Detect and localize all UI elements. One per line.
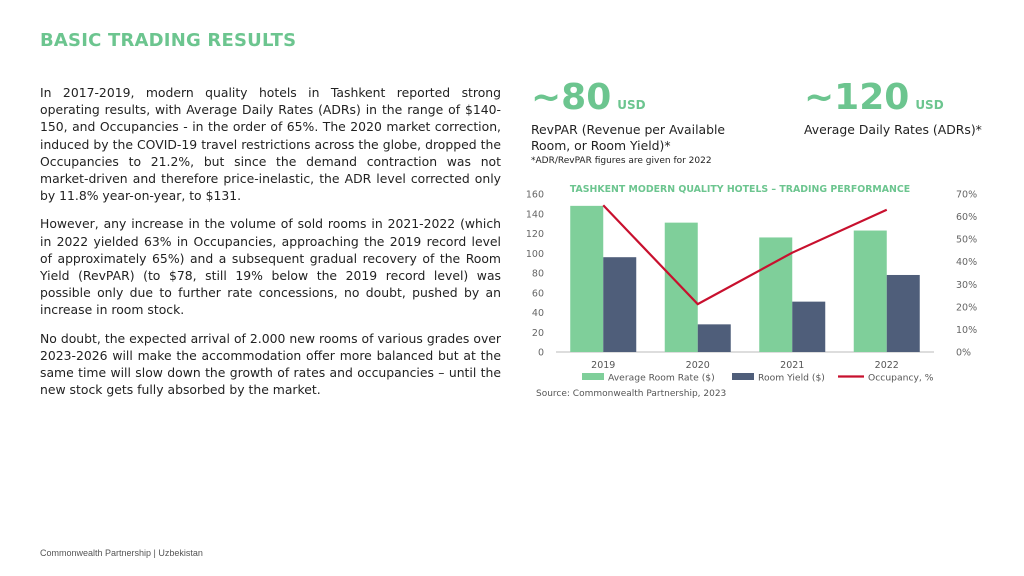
legend-swatch-average-room-rate [582, 373, 604, 380]
legend-label-room-yield: Room Yield ($) [758, 372, 825, 384]
page-title: BASIC TRADING RESULTS [40, 30, 297, 51]
y-right-tick-label: 50% [956, 234, 978, 246]
y-right-tick-label: 0% [956, 347, 972, 359]
kpi-adr-label: Average Daily Rates (ADRs)* [804, 122, 982, 137]
y-right-tick-label: 10% [956, 324, 978, 336]
trading-performance-chart [520, 178, 990, 388]
y-left-tick-label: 140 [525, 209, 544, 221]
x-tick-label: 2021 [780, 360, 805, 371]
x-tick-label: 2022 [874, 360, 899, 371]
kpi-adr [804, 77, 982, 138]
y-left-tick-label: 0 [537, 347, 544, 359]
kpi-revpar-label-1: RevPAR (Revenue per Available [531, 122, 726, 137]
line-occupancy [603, 205, 887, 304]
chart-source: Source: Commonwealth Partnership, 2023 [536, 389, 727, 399]
x-tick-label: 2020 [685, 360, 710, 371]
y-right-tick-label: 60% [956, 212, 978, 224]
y-right-tick-label: 20% [956, 302, 978, 314]
y-left-tick-label: 120 [525, 229, 544, 240]
paragraph-2: However, any increase in the volume of sold rooms in 2021-2022 (which in 2022 yielded 63% in Occupancies, approaching the 2019 record level of approximately 65%) and a subsequent gradual recovery of the Room Yield (RevPAR) (to $78, still 19% below the 2019 record level) was possible only due to further rate concessions, no doubt, pushed by an increase in room stock. [40, 216, 501, 318]
y-right-tick-label: 40% [956, 257, 978, 269]
y-left-tick-label: 60 [531, 288, 544, 300]
y-left-tick-label: 40 [531, 308, 544, 319]
bar-room-yield [887, 275, 920, 352]
bar-average-room-rate [854, 231, 887, 352]
bar-room-yield [698, 324, 731, 352]
legend-label-occupancy: Occupancy, % [868, 372, 934, 384]
footer: Commonwealth Partnership | Uzbekistan [40, 548, 203, 558]
paragraph-3: No doubt, the expected arrival of 2.000 new rooms of various grades over 2023-2026 will make the accommodation offer more balanced but at the same time will slow down the growth of rates and occupancies – until the new stock gets fully absorbed by the market. [40, 330, 501, 398]
paragraph-1: In 2017-2019, modern quality hotels in Tashkent reported strong operating results, with Average Daily Rates (ADRs) in the range of $140-150, and Occupancies - in the order of 65%. The 2020 market correction, induced by the COVID-19 travel restrictions across the globe, dropped the Occupancies to 21.2%, but since the demand contraction was not market-driven and therefore price-inelastic, the ADR level corrected only by 11.8% year-on-year, to $131. [40, 85, 501, 204]
kpi-revpar-unit: USD [617, 98, 646, 112]
legend-swatch-room-yield [732, 373, 754, 380]
body-text [40, 84, 501, 409]
y-left-tick-label: 20 [531, 327, 544, 339]
bar-room-yield [792, 302, 825, 352]
x-tick-label: 2019 [591, 360, 616, 371]
kpi-adr-value: ~120 [804, 77, 910, 118]
y-left-tick-label: 160 [525, 189, 544, 201]
kpi-revpar [531, 77, 726, 154]
y-right-tick-label: 30% [956, 279, 978, 291]
bar-room-yield [603, 257, 636, 352]
footnote: *ADR/RevPAR figures are given for 2022 [531, 156, 712, 166]
kpi-adr-unit: USD [915, 98, 944, 112]
kpi-revpar-value: ~80 [531, 77, 612, 118]
legend-label-average-room-rate: Average Room Rate ($) [608, 372, 715, 384]
y-right-tick-label: 70% [956, 189, 978, 201]
bar-average-room-rate [570, 206, 603, 352]
y-left-tick-label: 80 [531, 268, 544, 280]
kpi-revpar-label-2: Room, or Room Yield)* [531, 138, 671, 153]
y-left-tick-label: 100 [525, 248, 544, 260]
chart-title: TASHKENT MODERN QUALITY HOTELS – TRADING PERFORMANCE [569, 184, 911, 195]
